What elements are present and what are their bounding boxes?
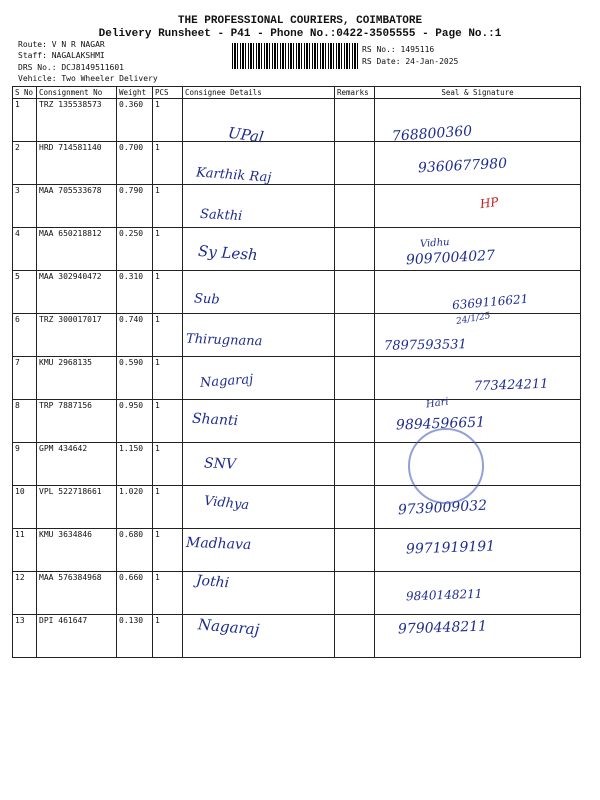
handwritten-note: HP [479,194,500,212]
row-weight: 0.590 [117,357,153,400]
row-sno: 7 [13,357,37,400]
row-consignment: HRD 714581140 [37,142,117,185]
row-pcs: 1 [153,228,183,271]
row-pcs: 1 [153,314,183,357]
row-weight: 0.790 [117,185,153,228]
company-title: THE PROFESSIONAL COURIERS, COIMBATORE [177,15,423,27]
handwritten-phone: 7897593531 [383,337,467,354]
row-pcs: 1 [153,443,183,486]
handwritten-phone: 6369116621 [451,291,529,313]
handwritten-name: UPal [226,123,265,147]
row-weight: 0.130 [117,615,153,658]
col-header-weight: Weight [117,87,153,99]
handwritten-name: Sy Lesh [197,241,259,265]
row-consignment: MAA 302940472 [37,271,117,314]
row-pcs: 1 [153,142,183,185]
row-consignment: VPL 522718661 [37,486,117,529]
row-remarks [335,142,375,185]
row-pcs: 1 [153,99,183,142]
handwritten-phone: 9894596651 [395,414,486,434]
row-pcs: 1 [153,529,183,572]
row-consignment: TRZ 300017017 [37,314,117,357]
table-row [13,572,581,615]
row-pcs: 1 [153,615,183,658]
col-header-sno: S No [13,87,37,99]
col-header-consignment: Consignment No [37,87,117,99]
row-pcs: 1 [153,486,183,529]
handwritten-phone: 9360677980 [417,155,508,177]
handwritten-phone: 9840148211 [405,586,483,604]
row-consignment: DPI 461647 [37,615,117,658]
row-signature [375,185,581,228]
col-header-consignee: Consignee Details [183,87,335,99]
col-header-pcs: PCS [153,87,183,99]
vehicle-label: Vehicle: Two Wheeler Delivery [18,74,158,83]
row-weight: 0.360 [117,99,153,142]
row-sno: 12 [13,572,37,615]
handwritten-note: Vidhu [419,236,450,251]
handwritten-note: Hari [425,396,450,411]
row-remarks [335,443,375,486]
handwritten-name: SNV [203,455,237,473]
staff-label: Staff: NAGALAKSHMI [18,51,105,60]
row-remarks [335,228,375,271]
handwritten-name: Shanti [191,410,239,430]
row-remarks [335,486,375,529]
row-remarks [335,529,375,572]
row-remarks [335,357,375,400]
row-consignment: TRZ 135538573 [37,99,117,142]
handwritten-phone: 773424211 [473,376,549,395]
row-weight: 0.310 [117,271,153,314]
handwritten-name: Thirugnana [185,331,263,350]
row-sno: 3 [13,185,37,228]
row-remarks [335,314,375,357]
handwritten-phone: 9971919191 [405,538,496,558]
row-weight: 1.020 [117,486,153,529]
row-pcs: 1 [153,357,183,400]
handwritten-name: Sub [193,291,220,308]
row-sno: 10 [13,486,37,529]
handwritten-phone: 9790448211 [397,618,488,638]
handwritten-name: Sakthi [199,206,243,225]
row-sno: 5 [13,271,37,314]
row-sno: 11 [13,529,37,572]
row-sno: 1 [13,99,37,142]
handwritten-phone: 9097004027 [405,247,496,269]
drs-number: DRS No.: DCJ8149511601 [18,63,124,72]
row-weight: 0.250 [117,228,153,271]
route-label: Route: V N R NAGAR [18,40,105,49]
row-sno: 13 [13,615,37,658]
row-sno: 2 [13,142,37,185]
row-weight: 0.680 [117,529,153,572]
row-weight: 1.150 [117,443,153,486]
row-remarks [335,271,375,314]
row-weight: 0.950 [117,400,153,443]
row-consignment: MAA 705533678 [37,185,117,228]
row-consignment: TRP 7887156 [37,400,117,443]
runsheet-subtitle: Delivery Runsheet - P41 - Phone No.:0422-3505555 - Page No.:1 [98,28,502,40]
row-consignment: KMU 2968135 [37,357,117,400]
handwritten-phone: 9739009032 [397,497,488,519]
handwritten-name: Madhava [185,534,252,554]
barcode-image [232,43,358,69]
table-row [13,615,581,658]
row-remarks [335,400,375,443]
table-row [13,314,581,357]
table-row [13,529,581,572]
handwritten-name: Jothi [195,572,230,592]
row-weight: 0.660 [117,572,153,615]
row-consignment: GPM 434642 [37,443,117,486]
row-weight: 0.740 [117,314,153,357]
table-row [13,443,581,486]
row-sno: 8 [13,400,37,443]
row-consignment: MAA 576384968 [37,572,117,615]
handwritten-name: Nagaraj [197,615,261,639]
handwritten-phone: 768800360 [391,123,473,145]
seal-stamp-icon [408,428,484,504]
row-consignment: MAA 650218812 [37,228,117,271]
handwritten-name: Vidhya [203,493,250,514]
row-pcs: 1 [153,271,183,314]
row-pcs: 1 [153,400,183,443]
table-row [13,228,581,271]
handwritten-note: 24/1/25 [455,311,492,327]
handwritten-name: Karthik Raj [195,165,272,186]
row-remarks [335,572,375,615]
col-header-seal-signature: Seal & Signature [375,87,581,99]
row-remarks [335,99,375,142]
row-pcs: 1 [153,185,183,228]
handwritten-name: Nagaraj [199,372,254,391]
row-consignment: KMU 3634846 [37,529,117,572]
table-row [13,400,581,443]
row-sno: 9 [13,443,37,486]
row-sno: 6 [13,314,37,357]
table-row [13,99,581,142]
table-header-row [13,87,581,99]
row-remarks [335,185,375,228]
table-row [13,486,581,529]
row-weight: 0.700 [117,142,153,185]
row-remarks [335,615,375,658]
row-sno: 4 [13,228,37,271]
row-pcs: 1 [153,572,183,615]
rs-number: RS No.: 1495116 [362,45,435,54]
rs-date: RS Date: 24-Jan-2025 [362,57,459,66]
col-header-remarks: Remarks [335,87,375,99]
